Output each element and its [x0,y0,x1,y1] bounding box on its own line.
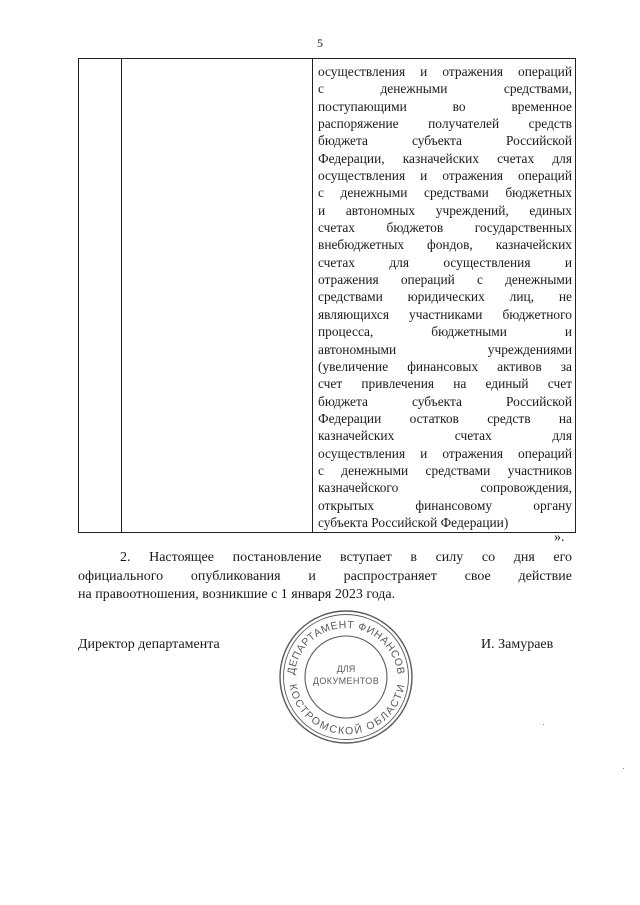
cell-text-line: счетах для осуществления и [318,254,572,270]
cell-text-line: казначейских счетах для [318,428,572,444]
stamp-center-line1: ДЛЯ [336,664,356,674]
official-stamp [277,608,415,746]
table-cell-description [313,59,576,533]
cell-text-line: отражения операций с денежными [318,272,572,288]
cell-text-line: и автономных учреждений, единых [318,202,572,218]
page-number: 5 [317,36,323,50]
stamp-ring-text-bottom: КОСТРОМСКОЙ ОБЛАСТИ [286,682,408,738]
cell-text-line: внебюджетных фондов, казначейских [318,237,572,253]
cell-text-line: Федерации, казначейских счетах для [318,150,572,166]
table-cell-code [122,59,313,533]
cell-text-line: процесса, бюджетными и [318,324,572,340]
cell-text-line: распоряжение получателей средств [318,116,572,132]
cell-text-line: осуществления и отражения операций [318,64,572,79]
cell-text-line: счет привлечения на единый счет [318,376,572,392]
paragraph-line: на правоотношения, возникшие с 1 января 2023 года. [78,587,396,602]
document-table [78,58,576,533]
cell-text-line: являющихся участниками бюджетного [318,306,572,322]
table-row [79,59,576,533]
cell-text-line: субъекта Российской Федерации) [318,514,509,530]
cell-text-line: открытых финансовому органу [318,497,572,513]
cell-text-line: средствами юридических лиц, не [318,289,572,305]
paragraph-line: официального опубликования и распространяет свое действие [78,568,572,584]
cell-text-line: с денежными средствами, [318,81,572,97]
stamp-center-line2: ДОКУМЕНТОВ [312,676,380,686]
cell-text-line: автономными учреждениями [318,341,572,357]
cell-text-line: Федерации остатков средств на [318,410,572,426]
signer-name: И. Замураев [481,637,554,652]
stamp-ring-text-top: ДЕПАРТАМЕНТ ФИНАНСОВ [285,618,407,676]
scan-artifact [623,768,624,769]
cell-text-line: счетах бюджетов государственных [318,220,572,236]
cell-text-line: бюджета субъекта Российской [318,133,572,149]
cell-text-line: с денежными средствами бюджетных [318,185,572,201]
cell-text-line: бюджета субъекта Российской [318,393,572,409]
cell-text-line: казначейского сопровождения, [318,480,572,496]
table-cell-number [79,59,122,533]
cell-text-line: осуществления и отражения операций [318,445,572,461]
cell-text-line: с денежными средствами участников [318,462,572,478]
paragraph-effective-date [78,549,572,605]
cell-description-text [313,59,575,532]
cell-text-line: (увеличение финансовых активов за [318,358,572,374]
signer-position: Директор департамента [78,637,220,652]
cell-text-line: поступающими во временное [318,98,572,114]
paragraph-line: 2. Настоящее постановление вступает в силу со дня его [120,550,572,565]
cell-text-line: осуществления и отражения операций [318,168,572,184]
scan-artifact [543,724,544,725]
closing-quote: ». [554,530,565,545]
